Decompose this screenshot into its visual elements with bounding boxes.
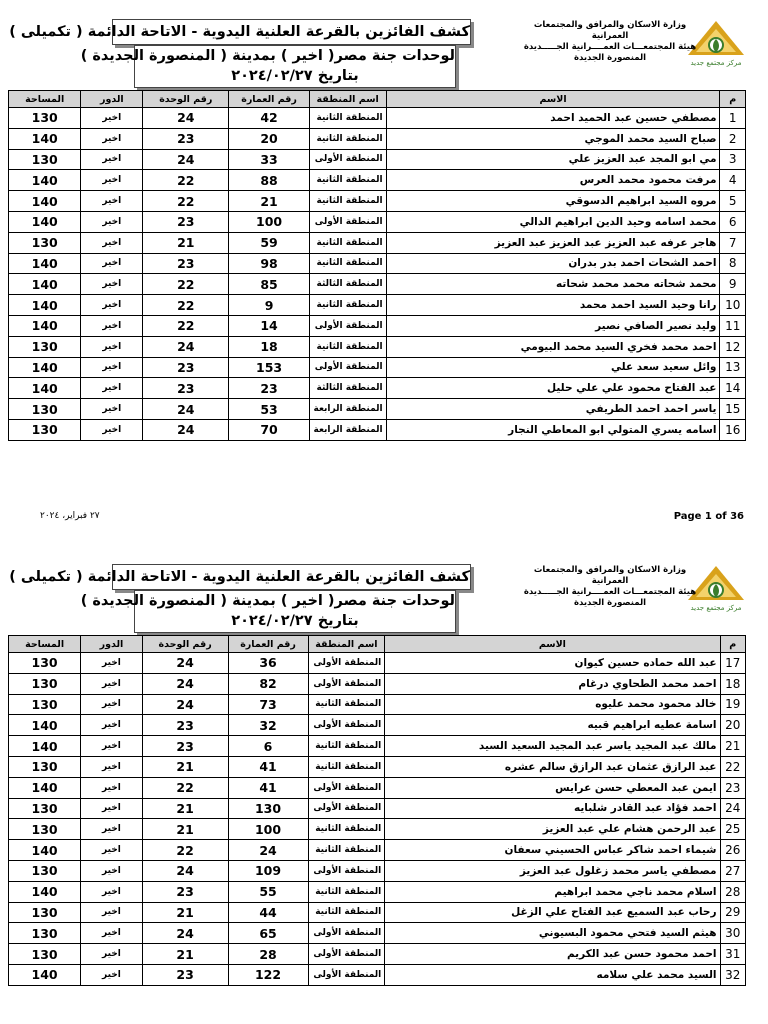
table-body — [9, 108, 746, 441]
unit-number-cell: 22 — [143, 191, 229, 212]
table-row — [9, 860, 746, 881]
area-cell: 140 — [9, 295, 81, 316]
row-number-cell: 31 — [720, 944, 746, 965]
building-number-cell: 73 — [228, 694, 308, 715]
floor-cell: اخير — [81, 653, 143, 674]
zone-name-cell: المنطقة الأولى — [308, 964, 385, 985]
row-number-cell: 8 — [720, 253, 746, 274]
zone-name-cell: المنطقة الثالثة — [309, 378, 386, 399]
row-number-cell: 29 — [720, 902, 746, 923]
row-number-cell: 7 — [720, 232, 746, 253]
document-subtitle — [80, 590, 456, 633]
table-row — [9, 232, 746, 253]
winner-name-cell: مروه السيد ابراهيم الدسوقي — [386, 191, 720, 212]
table-row — [9, 295, 746, 316]
table-row — [9, 274, 746, 295]
winner-name-cell: احمد محمد فخري السيد محمد البيومي — [386, 336, 720, 357]
floor-cell: اخير — [81, 756, 143, 777]
winner-name-cell: عبد الله حماده حسين كيوان — [385, 653, 720, 674]
print-date: ٢٧ فبراير، ٢٠٢٤ — [40, 511, 100, 521]
zone-name-cell: المنطقة الأولى — [309, 149, 386, 170]
zone-name-cell: المنطقة الأولى — [309, 211, 386, 232]
zone-name-cell: المنطقة الثالثة — [309, 274, 386, 295]
building-number-cell: 21 — [229, 191, 309, 212]
table-row — [9, 819, 746, 840]
winner-name-cell: اسلام محمد ناجي محمد ابراهيم — [385, 881, 720, 902]
unit-number-cell: 24 — [143, 108, 229, 129]
area-cell: 140 — [9, 357, 81, 378]
table-row — [9, 149, 746, 170]
area-cell: 140 — [9, 170, 81, 191]
winners-table — [8, 90, 746, 441]
winner-name-cell: وائل سعيد سعد علي — [386, 357, 720, 378]
table-row — [9, 191, 746, 212]
area-cell: 140 — [9, 128, 81, 149]
area-cell: 140 — [9, 211, 81, 232]
building-number-cell: 100 — [229, 211, 309, 232]
zone-name-cell: المنطقة الثانية — [309, 336, 386, 357]
zone-name-cell: المنطقة الثانية — [308, 736, 385, 757]
winner-name-cell: عبد الفتاح محمود علي علي حليل — [386, 378, 720, 399]
row-number-cell: 15 — [720, 399, 746, 420]
winner-name-cell: مرفت محمود محمد العرس — [386, 170, 720, 191]
floor-cell: اخير — [81, 128, 143, 149]
zone-name-cell: المنطقة الرابعة — [309, 419, 386, 440]
row-number-cell: 19 — [720, 694, 746, 715]
floor-cell: اخير — [81, 777, 143, 798]
area-cell: 130 — [9, 798, 81, 819]
row-number-cell: 2 — [720, 128, 746, 149]
floor-cell: اخير — [81, 736, 143, 757]
floor-cell: اخير — [81, 378, 143, 399]
unit-number-cell: 24 — [142, 694, 228, 715]
building-number-cell: 23 — [229, 378, 309, 399]
unit-number-cell: 23 — [143, 211, 229, 232]
zone-name-cell: المنطقة الأولى — [308, 653, 385, 674]
floor-cell: اخير — [81, 274, 143, 295]
unit-number-cell: 23 — [143, 378, 229, 399]
unit-number-cell: 24 — [143, 419, 229, 440]
winners-table — [8, 635, 746, 986]
row-number-cell: 28 — [720, 881, 746, 902]
unit-number-cell: 24 — [143, 149, 229, 170]
area-cell: 130 — [9, 902, 81, 923]
zone-name-cell: المنطقة الأولى — [308, 798, 385, 819]
col-header-building: رقم العمارة — [228, 636, 308, 653]
row-number-cell: 18 — [720, 673, 746, 694]
building-number-cell: 109 — [228, 860, 308, 881]
unit-number-cell: 23 — [143, 357, 229, 378]
floor-cell: اخير — [81, 295, 143, 316]
table-row — [9, 315, 746, 336]
unit-number-cell: 24 — [143, 399, 229, 420]
subtitle-date: بتاريخ ٢٠٢٤/٠٢/٢٧ — [231, 68, 359, 84]
building-number-cell: 153 — [229, 357, 309, 378]
floor-cell: اخير — [81, 336, 143, 357]
area-cell: 130 — [9, 944, 81, 965]
page-number: Page 1 of 36 — [673, 511, 744, 522]
unit-number-cell: 23 — [142, 964, 228, 985]
table-row — [9, 128, 746, 149]
area-cell: 140 — [9, 881, 81, 902]
row-number-cell: 5 — [720, 191, 746, 212]
area-cell: 140 — [9, 253, 81, 274]
area-cell: 130 — [9, 694, 81, 715]
unit-number-cell: 22 — [143, 295, 229, 316]
zone-name-cell: المنطقة الثانية — [309, 170, 386, 191]
row-number-cell: 30 — [720, 923, 746, 944]
building-number-cell: 28 — [228, 944, 308, 965]
unit-number-cell: 24 — [142, 653, 228, 674]
winner-name-cell: صباح السيد محمد الموجي — [386, 128, 720, 149]
table-row — [9, 673, 746, 694]
organization-header — [520, 20, 700, 64]
document-title: كشف الفائزين بالقرعة العلنية اليدوية - الاتاحة الدائمة ( تكميلى ) — [112, 19, 471, 45]
table-row — [9, 253, 746, 274]
area-cell: 140 — [9, 315, 81, 336]
row-number-cell: 13 — [720, 357, 746, 378]
building-number-cell: 65 — [228, 923, 308, 944]
row-number-cell: 22 — [720, 756, 746, 777]
building-number-cell: 59 — [229, 232, 309, 253]
unit-number-cell: 22 — [142, 777, 228, 798]
org-line-2: هيئة المجتمعـــات العمــــرانية الجـــــديدة — [523, 42, 697, 52]
floor-cell: اخير — [81, 944, 143, 965]
table-row — [9, 881, 746, 902]
winner-name-cell: اسامة عطيه ابراهيم قبيه — [385, 715, 720, 736]
building-number-cell: 33 — [229, 149, 309, 170]
winner-name-cell: هاجر عرفه عبد العزيز عبد العزيز عبد العزيز — [386, 232, 720, 253]
zone-name-cell: المنطقة الثانية — [309, 128, 386, 149]
area-cell: 140 — [9, 191, 81, 212]
org-line-1: وزارة الاسكان والمرافق والمجتمعات العمرانية — [533, 20, 687, 41]
winner-name-cell: وليد نصير الصافي نصير — [386, 315, 720, 336]
table-row — [9, 336, 746, 357]
unit-number-cell: 24 — [142, 673, 228, 694]
svg-text:مركز مجتمع جديد: مركز مجتمع جديد — [690, 604, 742, 612]
zone-name-cell: المنطقة الأولى — [309, 315, 386, 336]
building-number-cell: 41 — [228, 777, 308, 798]
building-number-cell: 130 — [228, 798, 308, 819]
winner-name-cell: مالك عبد المجيد ياسر عبد المجيد السعيد السيد — [385, 736, 720, 757]
building-number-cell: 85 — [229, 274, 309, 295]
area-cell: 130 — [9, 923, 81, 944]
zone-name-cell: المنطقة الثانية — [308, 756, 385, 777]
building-number-cell: 32 — [228, 715, 308, 736]
area-cell: 140 — [9, 378, 81, 399]
org-line-2: هيئة المجتمعـــات العمــــرانية الجـــــديدة — [523, 587, 697, 597]
unit-number-cell: 21 — [142, 756, 228, 777]
table-row — [9, 902, 746, 923]
unit-number-cell: 21 — [142, 798, 228, 819]
col-header-unit: رقم الوحدة — [142, 636, 228, 653]
area-cell: 140 — [9, 964, 81, 985]
floor-cell: اخير — [81, 232, 143, 253]
row-number-cell: 14 — [720, 378, 746, 399]
row-number-cell: 20 — [720, 715, 746, 736]
row-number-cell: 3 — [720, 149, 746, 170]
floor-cell: اخير — [81, 881, 143, 902]
row-number-cell: 24 — [720, 798, 746, 819]
floor-cell: اخير — [81, 902, 143, 923]
winner-name-cell: رانا وحيد السيد احمد محمد — [386, 295, 720, 316]
unit-number-cell: 21 — [142, 944, 228, 965]
col-header-name: الاسم — [385, 636, 720, 653]
area-cell: 140 — [9, 715, 81, 736]
org-line-3: المنصورة الجديدة — [573, 53, 647, 63]
winner-name-cell: رحاب عبد السميع عبد الفتاح علي الزغل — [385, 902, 720, 923]
floor-cell: اخير — [81, 419, 143, 440]
winner-name-cell: شيماء احمد شاكر عباس الحسيني سعفان — [385, 840, 720, 861]
zone-name-cell: المنطقة الأولى — [308, 860, 385, 881]
floor-cell: اخير — [81, 253, 143, 274]
subtitle-date: بتاريخ ٢٠٢٤/٠٢/٢٧ — [231, 613, 359, 629]
col-header-building: رقم العمارة — [229, 91, 309, 108]
winner-name-cell: عبد الرحمن هشام علي عبد العزيز — [385, 819, 720, 840]
table-row — [9, 108, 746, 129]
floor-cell: اخير — [81, 399, 143, 420]
winner-name-cell: احمد محمود حسن عبد الكريم — [385, 944, 720, 965]
floor-cell: اخير — [81, 315, 143, 336]
floor-cell: اخير — [81, 923, 143, 944]
building-number-cell: 44 — [228, 902, 308, 923]
unit-number-cell: 22 — [142, 840, 228, 861]
unit-number-cell: 24 — [143, 336, 229, 357]
zone-name-cell: المنطقة الأولى — [308, 923, 385, 944]
unit-number-cell: 23 — [143, 253, 229, 274]
zone-name-cell: المنطقة الثانية — [309, 232, 386, 253]
zone-name-cell: المنطقة الثانية — [308, 840, 385, 861]
building-number-cell: 55 — [228, 881, 308, 902]
zone-name-cell: المنطقة الثانية — [308, 881, 385, 902]
svg-text:مركز مجتمع جديد: مركز مجتمع جديد — [690, 59, 742, 67]
zone-name-cell: المنطقة الأولى — [309, 357, 386, 378]
floor-cell: اخير — [81, 357, 143, 378]
table-row — [9, 694, 746, 715]
floor-cell: اخير — [81, 819, 143, 840]
area-cell: 130 — [9, 399, 81, 420]
floor-cell: اخير — [81, 715, 143, 736]
zone-name-cell: المنطقة الثانية — [308, 694, 385, 715]
table-row — [9, 777, 746, 798]
table-row — [9, 944, 746, 965]
col-header-area: المساحة — [9, 636, 81, 653]
building-number-cell: 122 — [228, 964, 308, 985]
table-row — [9, 756, 746, 777]
floor-cell: اخير — [81, 798, 143, 819]
table-row — [9, 715, 746, 736]
table-row — [9, 357, 746, 378]
area-cell: 130 — [9, 336, 81, 357]
zone-name-cell: المنطقة الثانية — [309, 253, 386, 274]
floor-cell: اخير — [81, 840, 143, 861]
row-number-cell: 12 — [720, 336, 746, 357]
winner-name-cell: مي ابو المجد عبد العزيز علي — [386, 149, 720, 170]
zone-name-cell: المنطقة الرابعة — [309, 399, 386, 420]
table-row — [9, 736, 746, 757]
floor-cell: اخير — [81, 211, 143, 232]
document-subtitle — [80, 45, 456, 88]
table-header-row — [9, 91, 746, 108]
area-cell: 130 — [9, 149, 81, 170]
winner-name-cell: خالد محمود محمد عليوه — [385, 694, 720, 715]
zone-name-cell: المنطقة الأولى — [308, 777, 385, 798]
row-number-cell: 10 — [720, 295, 746, 316]
area-cell: 130 — [9, 108, 81, 129]
zone-name-cell: المنطقة الثانية — [309, 191, 386, 212]
building-number-cell: 70 — [229, 419, 309, 440]
unit-number-cell: 24 — [142, 860, 228, 881]
subtitle-units: لوحدات جنة مصر( اخير ) بمدينة ( المنصورة الجديدة ) — [80, 48, 455, 64]
table-row — [9, 840, 746, 861]
floor-cell: اخير — [81, 860, 143, 881]
col-header-unit: رقم الوحدة — [143, 91, 229, 108]
area-cell: 130 — [9, 232, 81, 253]
row-number-cell: 9 — [720, 274, 746, 295]
floor-cell: اخير — [81, 149, 143, 170]
table-row — [9, 399, 746, 420]
unit-number-cell: 22 — [143, 315, 229, 336]
row-number-cell: 1 — [720, 108, 746, 129]
winner-name-cell: هيثم السيد فتحي محمود البسيوني — [385, 923, 720, 944]
row-number-cell: 11 — [720, 315, 746, 336]
floor-cell: اخير — [81, 673, 143, 694]
unit-number-cell: 23 — [142, 736, 228, 757]
unit-number-cell: 23 — [143, 128, 229, 149]
winner-name-cell: احمد الشحات احمد بدر بدران — [386, 253, 720, 274]
row-number-cell: 21 — [720, 736, 746, 757]
row-number-cell: 17 — [720, 653, 746, 674]
zone-name-cell: المنطقة الثانية — [308, 902, 385, 923]
area-cell: 140 — [9, 736, 81, 757]
document-title: كشف الفائزين بالقرعة العلنية اليدوية - الاتاحة الدائمة ( تكميلى ) — [112, 564, 471, 590]
col-header-n: م — [720, 91, 746, 108]
building-number-cell: 41 — [228, 756, 308, 777]
area-cell: 130 — [9, 653, 81, 674]
building-number-cell: 88 — [229, 170, 309, 191]
zone-name-cell: المنطقة الأولى — [308, 673, 385, 694]
area-cell: 130 — [9, 419, 81, 440]
table-row — [9, 378, 746, 399]
area-cell: 140 — [9, 840, 81, 861]
area-cell: 140 — [9, 777, 81, 798]
unit-number-cell: 22 — [143, 170, 229, 191]
building-number-cell: 82 — [228, 673, 308, 694]
row-number-cell: 32 — [720, 964, 746, 985]
table-row — [9, 653, 746, 674]
winner-name-cell: احمد فؤاد عبد القادر شلبايه — [385, 798, 720, 819]
winner-name-cell: مصطفي حسين عبد الحميد احمد — [386, 108, 720, 129]
building-number-cell: 20 — [229, 128, 309, 149]
winner-name-cell: محمد اسامه وحيد الدين ابراهيم الدالي — [386, 211, 720, 232]
row-number-cell: 25 — [720, 819, 746, 840]
zone-name-cell: المنطقة الثانية — [309, 295, 386, 316]
floor-cell: اخير — [81, 191, 143, 212]
winner-name-cell: ايمن عبد المعطي حسن عرايس — [385, 777, 720, 798]
unit-number-cell: 21 — [142, 902, 228, 923]
col-header-name: الاسم — [386, 91, 720, 108]
col-header-zone: اسم المنطقة — [309, 91, 386, 108]
table-row — [9, 211, 746, 232]
building-number-cell: 18 — [229, 336, 309, 357]
org-line-3: المنصورة الجديدة — [573, 598, 647, 608]
winner-name-cell: محمد شحاته محمد محمد شحاته — [386, 274, 720, 295]
building-number-cell: 24 — [228, 840, 308, 861]
org-line-1: وزارة الاسكان والمرافق والمجتمعات العمرانية — [533, 565, 687, 586]
floor-cell: اخير — [81, 694, 143, 715]
building-number-cell: 36 — [228, 653, 308, 674]
unit-number-cell: 23 — [142, 715, 228, 736]
floor-cell: اخير — [81, 108, 143, 129]
row-number-cell: 27 — [720, 860, 746, 881]
zone-name-cell: المنطقة الأولى — [308, 715, 385, 736]
organization-header — [520, 565, 700, 609]
floor-cell: اخير — [81, 170, 143, 191]
winner-name-cell: اسامه يسري المتولي ابو المعاطي النجار — [386, 419, 720, 440]
unit-number-cell: 21 — [143, 232, 229, 253]
floor-cell: اخير — [81, 964, 143, 985]
table-body — [9, 653, 746, 986]
area-cell: 130 — [9, 860, 81, 881]
col-header-floor: الدور — [81, 91, 143, 108]
area-cell: 140 — [9, 274, 81, 295]
col-header-area: المساحة — [9, 91, 81, 108]
zone-name-cell: المنطقة الثانية — [309, 108, 386, 129]
unit-number-cell: 22 — [143, 274, 229, 295]
winner-name-cell: احمد محمد الطحاوي درغام — [385, 673, 720, 694]
area-cell: 130 — [9, 673, 81, 694]
row-number-cell: 23 — [720, 777, 746, 798]
building-number-cell: 42 — [229, 108, 309, 129]
area-cell: 130 — [9, 819, 81, 840]
table-row — [9, 964, 746, 985]
building-number-cell: 14 — [229, 315, 309, 336]
winner-name-cell: عبد الرازق عثمان عبد الرازق سالم عشره — [385, 756, 720, 777]
building-number-cell: 100 — [228, 819, 308, 840]
row-number-cell: 26 — [720, 840, 746, 861]
winner-name-cell: السيد محمد علي سلامه — [385, 964, 720, 985]
building-number-cell: 98 — [229, 253, 309, 274]
row-number-cell: 4 — [720, 170, 746, 191]
col-header-zone: اسم المنطقة — [308, 636, 385, 653]
building-number-cell: 9 — [229, 295, 309, 316]
row-number-cell: 16 — [720, 419, 746, 440]
zone-name-cell: المنطقة الأولى — [308, 944, 385, 965]
unit-number-cell: 24 — [142, 923, 228, 944]
subtitle-units: لوحدات جنة مصر( اخير ) بمدينة ( المنصورة الجديدة ) — [80, 593, 455, 609]
zone-name-cell: المنطقة الثانية — [308, 819, 385, 840]
winner-name-cell: ياسر احمد احمد الطريفي — [386, 399, 720, 420]
building-number-cell: 53 — [229, 399, 309, 420]
table-row — [9, 170, 746, 191]
col-header-floor: الدور — [81, 636, 143, 653]
winner-name-cell: مصطفي ياسر محمد زغلول عبد العزيز — [385, 860, 720, 881]
row-number-cell: 6 — [720, 211, 746, 232]
table-row — [9, 419, 746, 440]
table-header-row — [9, 636, 746, 653]
unit-number-cell: 21 — [142, 819, 228, 840]
col-header-n: م — [720, 636, 746, 653]
building-number-cell: 6 — [228, 736, 308, 757]
table-row — [9, 798, 746, 819]
area-cell: 130 — [9, 756, 81, 777]
unit-number-cell: 23 — [142, 881, 228, 902]
table-row — [9, 923, 746, 944]
